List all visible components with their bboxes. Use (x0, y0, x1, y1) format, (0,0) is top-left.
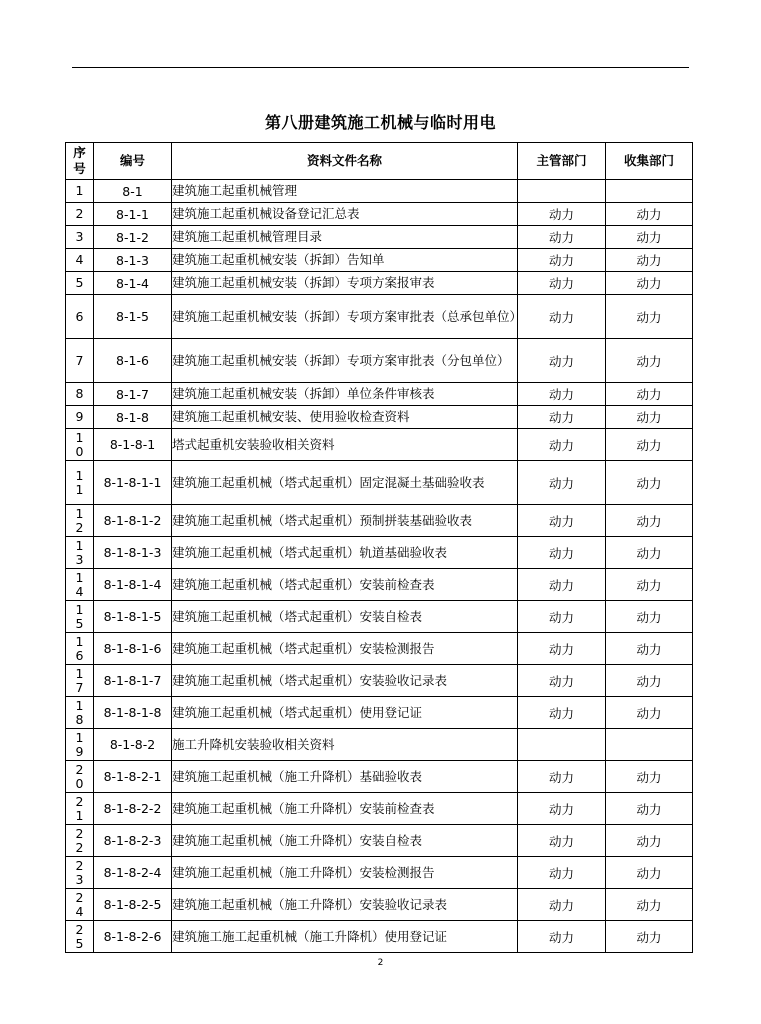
row-collect: 动力 (606, 537, 693, 569)
row-collect: 动力 (606, 633, 693, 665)
row-code: 8-1-8-2-1 (94, 761, 172, 793)
row-name: 建筑施工起重机械设备登记汇总表 (172, 203, 518, 226)
row-dept: 动力 (518, 601, 606, 633)
table-row (66, 272, 693, 295)
row-collect: 动力 (606, 383, 693, 406)
row-collect: 动力 (606, 569, 693, 601)
table-row (66, 295, 693, 339)
row-dept: 动力 (518, 537, 606, 569)
row-code: 8-1-8-1-2 (94, 505, 172, 537)
table-row (66, 857, 693, 889)
document-title: 第八册建筑施工机械与临时用电 (264, 113, 496, 132)
row-dept: 动力 (518, 857, 606, 889)
row-seq: 9 (66, 406, 94, 429)
table-row (66, 461, 693, 505)
row-code: 8-1-2 (94, 226, 172, 249)
row-seq: 8 (66, 383, 94, 406)
row-dept: 动力 (518, 461, 606, 505)
row-collect: 动力 (606, 857, 693, 889)
row-seq: 2 3 (66, 857, 94, 889)
row-collect: 动力 (606, 339, 693, 383)
row-seq: 2 2 (66, 825, 94, 857)
row-seq: 1 4 (66, 569, 94, 601)
row-name: 建筑施工起重机械（塔式起重机）预制拼装基础验收表 (172, 505, 518, 537)
row-dept: 动力 (518, 793, 606, 825)
row-name: 建筑施工起重机械（塔式起重机）安装自检表 (172, 601, 518, 633)
row-dept: 动力 (518, 889, 606, 921)
header-dept: 主管部门 (518, 143, 606, 180)
row-collect (606, 729, 693, 761)
row-name: 建筑施工起重机械安装（拆卸）专项方案报审表 (172, 272, 518, 295)
row-dept: 动力 (518, 295, 606, 339)
table-row (66, 761, 693, 793)
row-name: 建筑施工起重机械管理 (172, 180, 518, 203)
row-collect: 动力 (606, 505, 693, 537)
row-collect: 动力 (606, 226, 693, 249)
row-name: 建筑施工起重机械安装（拆卸）专项方案审批表（分包单位） (172, 339, 518, 383)
row-code: 8-1-3 (94, 249, 172, 272)
row-collect: 动力 (606, 249, 693, 272)
table-row (66, 825, 693, 857)
row-code: 8-1-5 (94, 295, 172, 339)
row-dept: 动力 (518, 226, 606, 249)
row-code: 8-1 (94, 180, 172, 203)
table-row (66, 729, 693, 761)
row-collect (606, 180, 693, 203)
row-name: 建筑施工起重机械（塔式起重机）安装验收记录表 (172, 665, 518, 697)
row-seq: 6 (66, 295, 94, 339)
row-dept: 动力 (518, 203, 606, 226)
row-dept: 动力 (518, 272, 606, 295)
row-collect: 动力 (606, 889, 693, 921)
row-code: 8-1-8-1 (94, 429, 172, 461)
row-seq: 2 4 (66, 889, 94, 921)
row-dept: 动力 (518, 697, 606, 729)
row-name: 建筑施工起重机械安装（拆卸）告知单 (172, 249, 518, 272)
row-name: 建筑施工起重机械安装、使用验收检查资料 (172, 406, 518, 429)
header-rule (72, 67, 689, 68)
row-seq: 1 3 (66, 537, 94, 569)
row-seq: 1 6 (66, 633, 94, 665)
row-code: 8-1-6 (94, 339, 172, 383)
row-collect: 动力 (606, 272, 693, 295)
row-name: 建筑施工起重机械（塔式起重机）使用登记证 (172, 697, 518, 729)
row-dept: 动力 (518, 761, 606, 793)
row-dept: 动力 (518, 633, 606, 665)
table-row (66, 180, 693, 203)
row-name: 塔式起重机安装验收相关资料 (172, 429, 518, 461)
row-dept: 动力 (518, 383, 606, 406)
row-collect: 动力 (606, 203, 693, 226)
row-name: 建筑施工起重机械安装（拆卸）单位条件审核表 (172, 383, 518, 406)
row-collect: 动力 (606, 825, 693, 857)
row-collect: 动力 (606, 921, 693, 953)
row-dept: 动力 (518, 505, 606, 537)
row-seq: 7 (66, 339, 94, 383)
row-seq: 2 5 (66, 921, 94, 953)
table-row (66, 203, 693, 226)
header-collect: 收集部门 (606, 143, 693, 180)
row-code: 8-1-8-1-8 (94, 697, 172, 729)
row-name: 建筑施工起重机械（塔式起重机）安装前检查表 (172, 569, 518, 601)
table-row (66, 226, 693, 249)
row-code: 8-1-8-2-4 (94, 857, 172, 889)
table-header-row (66, 143, 693, 180)
row-name: 建筑施工起重机械（施工升降机）安装前检查表 (172, 793, 518, 825)
table-row (66, 633, 693, 665)
row-code: 8-1-8 (94, 406, 172, 429)
row-seq: 1 8 (66, 697, 94, 729)
row-dept: 动力 (518, 429, 606, 461)
row-seq: 5 (66, 272, 94, 295)
row-collect: 动力 (606, 761, 693, 793)
row-seq: 1 5 (66, 601, 94, 633)
table-row (66, 665, 693, 697)
row-dept: 动力 (518, 249, 606, 272)
table-row (66, 793, 693, 825)
row-dept (518, 180, 606, 203)
row-seq: 2 1 (66, 793, 94, 825)
table-row (66, 697, 693, 729)
row-dept: 动力 (518, 921, 606, 953)
row-seq: 3 (66, 226, 94, 249)
row-collect: 动力 (606, 295, 693, 339)
row-code: 8-1-8-1-4 (94, 569, 172, 601)
table-row (66, 889, 693, 921)
row-seq: 1 (66, 180, 94, 203)
row-code: 8-1-1 (94, 203, 172, 226)
row-name: 建筑施工起重机械安装（拆卸）专项方案审批表（总承包单位） (172, 295, 518, 339)
row-name: 建筑施工起重机械（施工升降机）安装验收记录表 (172, 889, 518, 921)
row-code: 8-1-4 (94, 272, 172, 295)
row-name: 施工升降机安装验收相关资料 (172, 729, 518, 761)
table-row (66, 406, 693, 429)
row-name: 建筑施工起重机械（塔式起重机）轨道基础验收表 (172, 537, 518, 569)
row-name: 建筑施工起重机械（施工升降机）安装检测报告 (172, 857, 518, 889)
row-collect: 动力 (606, 461, 693, 505)
row-dept (518, 729, 606, 761)
row-collect: 动力 (606, 406, 693, 429)
row-name: 建筑施工起重机械（塔式起重机）安装检测报告 (172, 633, 518, 665)
row-seq: 1 2 (66, 505, 94, 537)
row-name: 建筑施工起重机械（施工升降机）基础验收表 (172, 761, 518, 793)
document-list-table (65, 142, 693, 953)
row-seq: 2 0 (66, 761, 94, 793)
row-dept: 动力 (518, 665, 606, 697)
row-collect: 动力 (606, 665, 693, 697)
header-code: 编号 (94, 143, 172, 180)
row-code: 8-1-8-2-3 (94, 825, 172, 857)
row-dept: 动力 (518, 569, 606, 601)
table-row (66, 383, 693, 406)
row-code: 8-1-8-1-5 (94, 601, 172, 633)
row-code: 8-1-8-2-6 (94, 921, 172, 953)
page-number: 2 (377, 958, 384, 968)
header-name: 资料文件名称 (172, 143, 518, 180)
row-dept: 动力 (518, 339, 606, 383)
row-seq: 4 (66, 249, 94, 272)
table-row (66, 537, 693, 569)
row-dept: 动力 (518, 406, 606, 429)
row-name: 建筑施工施工起重机械（施工升降机）使用登记证 (172, 921, 518, 953)
row-code: 8-1-8-2-5 (94, 889, 172, 921)
row-seq: 2 (66, 203, 94, 226)
row-dept: 动力 (518, 825, 606, 857)
row-code: 8-1-8-1-3 (94, 537, 172, 569)
row-code: 8-1-7 (94, 383, 172, 406)
row-code: 8-1-8-2 (94, 729, 172, 761)
table-row (66, 429, 693, 461)
row-seq: 1 1 (66, 461, 94, 505)
table-row (66, 601, 693, 633)
row-code: 8-1-8-1-1 (94, 461, 172, 505)
table-row (66, 249, 693, 272)
table-row (66, 339, 693, 383)
table-row (66, 921, 693, 953)
row-name: 建筑施工起重机械（塔式起重机）固定混凝土基础验收表 (172, 461, 518, 505)
row-name: 建筑施工起重机械（施工升降机）安装自检表 (172, 825, 518, 857)
row-code: 8-1-8-2-2 (94, 793, 172, 825)
table-row (66, 569, 693, 601)
row-seq: 1 7 (66, 665, 94, 697)
row-collect: 动力 (606, 601, 693, 633)
row-seq: 1 9 (66, 729, 94, 761)
row-code: 8-1-8-1-7 (94, 665, 172, 697)
header-seq: 序 号 (66, 143, 94, 180)
row-name: 建筑施工起重机械管理目录 (172, 226, 518, 249)
row-collect: 动力 (606, 429, 693, 461)
row-seq: 1 0 (66, 429, 94, 461)
table-row (66, 505, 693, 537)
row-code: 8-1-8-1-6 (94, 633, 172, 665)
row-collect: 动力 (606, 697, 693, 729)
row-collect: 动力 (606, 793, 693, 825)
